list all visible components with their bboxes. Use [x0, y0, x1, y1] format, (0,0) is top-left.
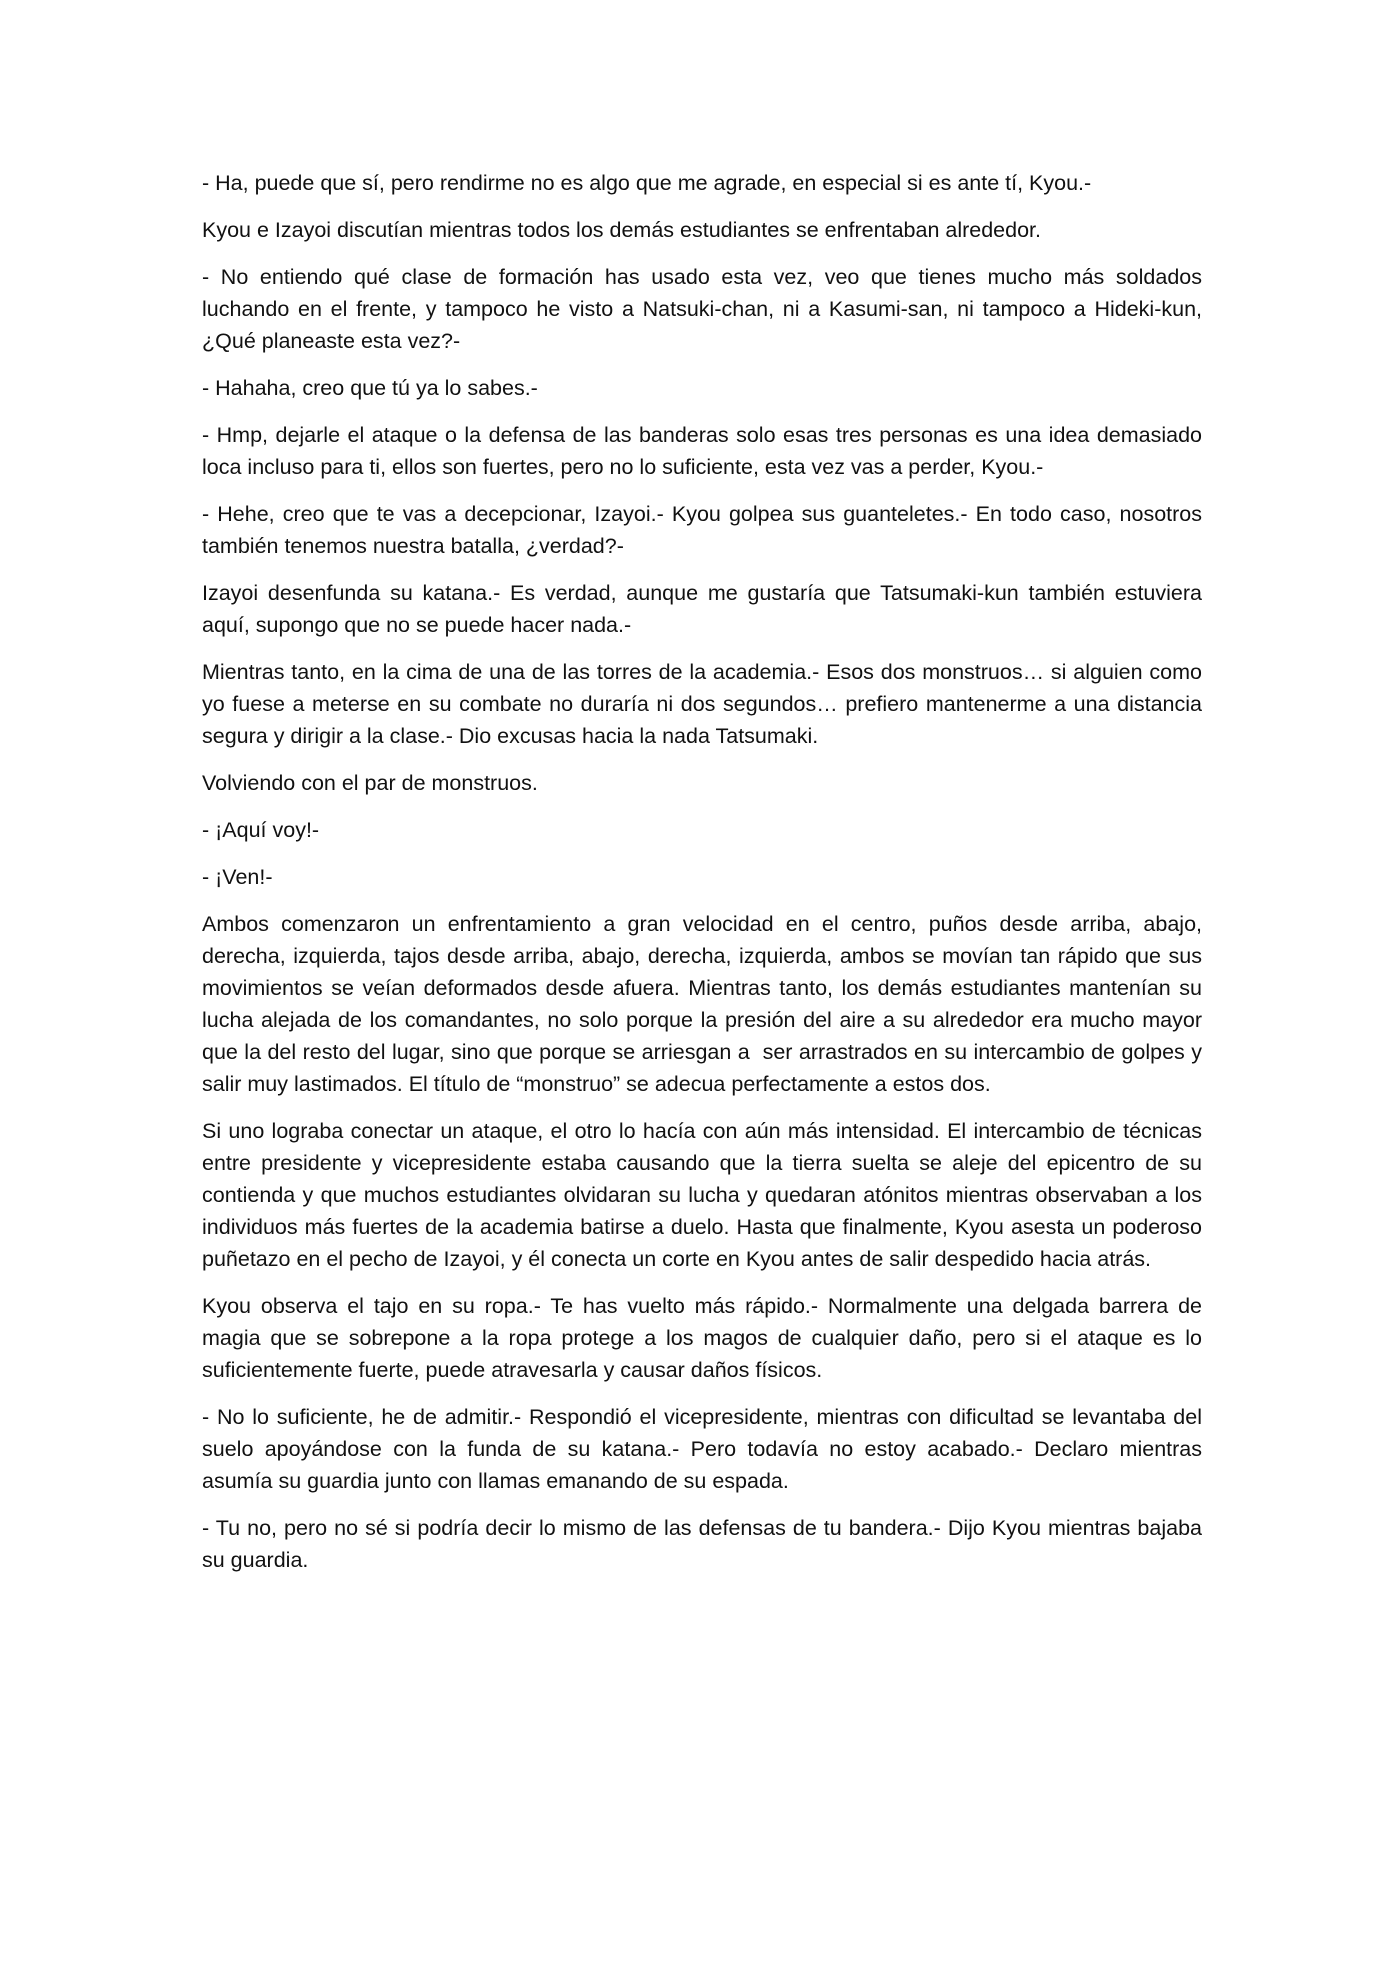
- paragraph: Si uno lograba conectar un ataque, el otro lo hacía con aún más intensidad. El intercambio de técnicas entre presidente y vicepresidente estaba causando que la tierra suelta se aleje del epicentro de su contienda y que muchos estudiantes olvidaran su lucha y quedaran atónitos mientras observaban a los individuos más fuertes de la academia batirse a duelo. Hasta que finalmente, Kyou asesta un poderoso puñetazo en el pecho de Izayoi, y él conecta un corte en Kyou antes de salir despedido hacia atrás.: [202, 1119, 1208, 1271]
- paragraph: - Hehe, creo que te vas a decepcionar, Izayoi.- Kyou golpea sus guanteletes.- En todo caso, nosotros también tenemos nuestra batalla, ¿verdad?-: [202, 502, 1208, 558]
- paragraph: Ambos comenzaron un enfrentamiento a gran velocidad en el centro, puños desde arriba, abajo, derecha, izquierda, tajos desde arriba, abajo, derecha, izquierda, ambos se movían tan rápido que sus movimientos se veían deformados desde afuera. Mientras tanto, los demás estudiantes mantenían su lucha alejada de los comandantes, no solo porque la presión del aire a su alrededor era mucho mayor que la del resto del lugar, sino que porque se arriesgan a ser arrastrados en su intercambio de golpes y salir muy lastimados. El título de “monstruo” se adecua perfectamente a estos dos.: [202, 912, 1208, 1096]
- paragraph: Mientras tanto, en la cima de una de las torres de la academia.- Esos dos monstruos… si alguien como yo fuese a meterse en su combate no duraría ni dos segundos… prefiero mantenerme a una distancia segura y dirigir a la clase.- Dio excusas hacia la nada Tatsumaki.: [202, 660, 1208, 748]
- paragraph: Izayoi desenfunda su katana.- Es verdad, aunque me gustaría que Tatsumaki-kun también estuviera aquí, supongo que no se puede hacer nada.-: [202, 581, 1208, 637]
- paragraph: - Hmp, dejarle el ataque o la defensa de las banderas solo esas tres personas es una idea demasiado loca incluso para ti, ellos son fuertes, pero no lo suficiente, esta vez vas a perder, Kyou.-: [202, 423, 1208, 479]
- paragraph: - ¡Ven!-: [202, 865, 273, 889]
- paragraph: - Ha, puede que sí, pero rendirme no es algo que me agrade, en especial si es ante tí, Kyou.-: [202, 171, 1092, 195]
- paragraph: Kyou e Izayoi discutían mientras todos los demás estudiantes se enfrentaban alrededor.: [202, 218, 1042, 242]
- paragraph: - ¡Aquí voy!-: [202, 818, 320, 842]
- paragraph: - No lo suficiente, he de admitir.- Respondió el vicepresidente, mientras con dificultad se levantaba del suelo apoyándose con la funda de su katana.- Pero todavía no estoy acabado.- Declaro mientras asumía su guardia junto con llamas emanando de su espada.: [202, 1405, 1208, 1493]
- body-text: [202, 167, 1208, 1591]
- paragraph: - Tu no, pero no sé si podría decir lo mismo de las defensas de tu bandera.- Dijo Kyou mientras bajaba su guardia.: [202, 1516, 1208, 1572]
- paragraph: - No entiendo qué clase de formación has usado esta vez, veo que tienes mucho más soldados luchando en el frente, y tampoco he visto a Natsuki-chan, ni a Kasumi-san, ni tampoco a Hideki-kun, ¿Qué planeaste esta vez?-: [202, 265, 1208, 353]
- paragraph: Kyou observa el tajo en su ropa.- Te has vuelto más rápido.- Normalmente una delgada barrera de magia que se sobrepone a la ropa protege a los magos de cualquier daño, pero si el ataque es lo suficientemente fuerte, puede atravesarla y causar daños físicos.: [202, 1294, 1208, 1382]
- paragraph: Volviendo con el par de monstruos.: [202, 771, 538, 795]
- paragraph: - Hahaha, creo que tú ya lo sabes.-: [202, 376, 538, 400]
